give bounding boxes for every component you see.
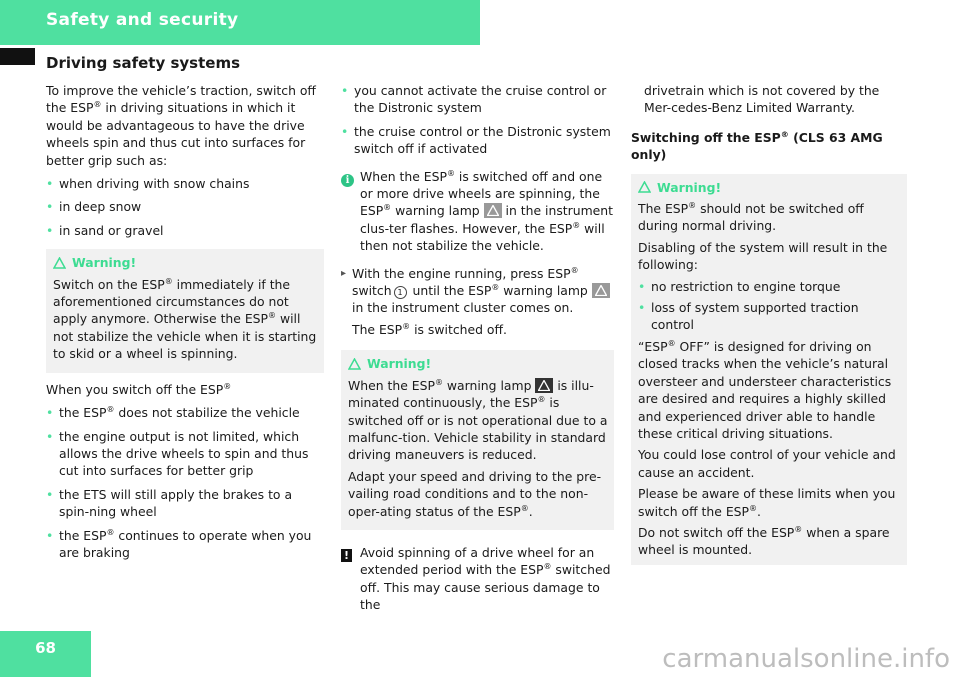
arrow-icon: ▸ <box>341 267 347 279</box>
warning-text: When the ESP® warning lamp is illu-minated continuously, the ESP® is switched off or is not operational due to a malfunc-tion. Vehicle stability in standard driving maneuvers is reduced. <box>348 377 608 463</box>
list-item: • the ETS will still apply the brakes to a spin-ning wheel <box>46 486 293 520</box>
warning-text: Adapt your speed and driving to the pre-vailing road conditions and to the non-oper-ating status of the ESP®. <box>348 468 602 519</box>
list-item: • the ESP® continues to operate when you are braking <box>46 527 312 560</box>
info-note: i When the ESP® is switched off and one or more drive wheels are spinning, the ESP® warning lamp in the instrument clus-ter flashes. However, the ESP® will then not stabilize the vehicle. <box>341 168 614 255</box>
esp-warning-lamp-icon <box>484 203 502 218</box>
warning-triangle-icon <box>348 358 361 370</box>
warning-box <box>631 174 907 565</box>
warning-heading: Warning! <box>53 254 318 271</box>
list-item: • the engine output is not limited, which allows the drive wheels to spin and thus cut into surfaces for better grip <box>46 428 309 479</box>
column-3 <box>631 82 907 573</box>
warning-heading: Warning! <box>638 179 901 196</box>
warning-triangle-icon <box>638 181 651 193</box>
warning-text: Please be aware of these limits when you switch off the ESP®. <box>638 486 896 519</box>
page-number: 68 <box>35 639 56 657</box>
continued-text: drivetrain which is not covered by the Mer-cedes-Benz Limited Warranty. <box>644 83 880 116</box>
list-item: • when driving with snow chains <box>46 176 250 192</box>
damage-note: ! Avoid spinning of a drive wheel for an extended period with the ESP® switched off. This may cause serious damage to the <box>341 544 614 614</box>
warning-text: Do not switch off the ESP® when a spare wheel is mounted. <box>638 524 890 558</box>
chapter-title: Safety and security <box>46 10 239 30</box>
switch-number-icon: 1 <box>394 286 407 299</box>
warning-text: The ESP® should not be switched off during normal driving. <box>638 200 864 234</box>
page-number-tab <box>0 631 91 677</box>
warning-heading: Warning! <box>348 355 608 372</box>
chapter-header-band <box>0 0 480 45</box>
instruction-step: ▸ With the engine running, press ESP® switch 1 until the ESP® warning lamp in the instrument cluster comes on. <box>341 265 614 317</box>
list-item: • loss of system supported traction control <box>638 300 859 333</box>
warning-text: Switch on the ESP® immediately if the aforementioned circumstances do not apply anymore. Otherwise the ESP® will not stabilize the vehicle when it is starting to skid or a wheel is spinning. <box>53 276 317 362</box>
column-2 <box>341 82 614 620</box>
step-result: The ESP® is switched off. <box>352 321 507 337</box>
list-item: • in sand or gravel <box>46 222 164 238</box>
list-item: • you cannot activate the cruise control or the Distronic system <box>341 83 607 116</box>
esp-warning-lamp-icon <box>535 378 553 393</box>
warning-text: “ESP® OFF” is designed for driving on closed tracks when the vehicle’s natural oversteer and understeer characteristics are desired and requires a highly skilled and experienced driver able to handle these critical driving situations. <box>638 338 892 441</box>
warning-triangle-icon <box>53 257 66 269</box>
caution-icon: ! <box>341 549 352 562</box>
warning-text: Disabling of the system will result in the following: <box>638 239 888 273</box>
list-item: • the cruise control or the Distronic system switch off if activated <box>341 123 611 157</box>
list-item: • the ESP® does not stabilize the vehicle <box>46 404 300 421</box>
warning-box <box>46 249 324 372</box>
column-1 <box>46 82 324 567</box>
when-off-paragraph: When you switch off the ESP® <box>46 381 232 397</box>
watermark: carmanualsonline.info <box>662 644 950 674</box>
warning-box <box>341 350 614 530</box>
section-title: Driving safety systems <box>46 54 241 72</box>
warning-text: You could lose control of your vehicle and cause an accident. <box>638 447 896 480</box>
section-marker <box>0 48 35 65</box>
list-item: • in deep snow <box>46 199 142 215</box>
list-item: • no restriction to engine torque <box>638 278 841 294</box>
esp-warning-lamp-icon <box>592 283 610 298</box>
subsection-heading: Switching off the ESP® (CLS 63 AMG only) <box>631 129 883 163</box>
intro-paragraph: To improve the vehicle’s traction, switch off the ESP® in driving situations in which it would be advantageous to have the drive wheels spin and thus cut into surfaces for better grip such as: <box>46 83 316 168</box>
info-icon: i <box>341 174 354 187</box>
